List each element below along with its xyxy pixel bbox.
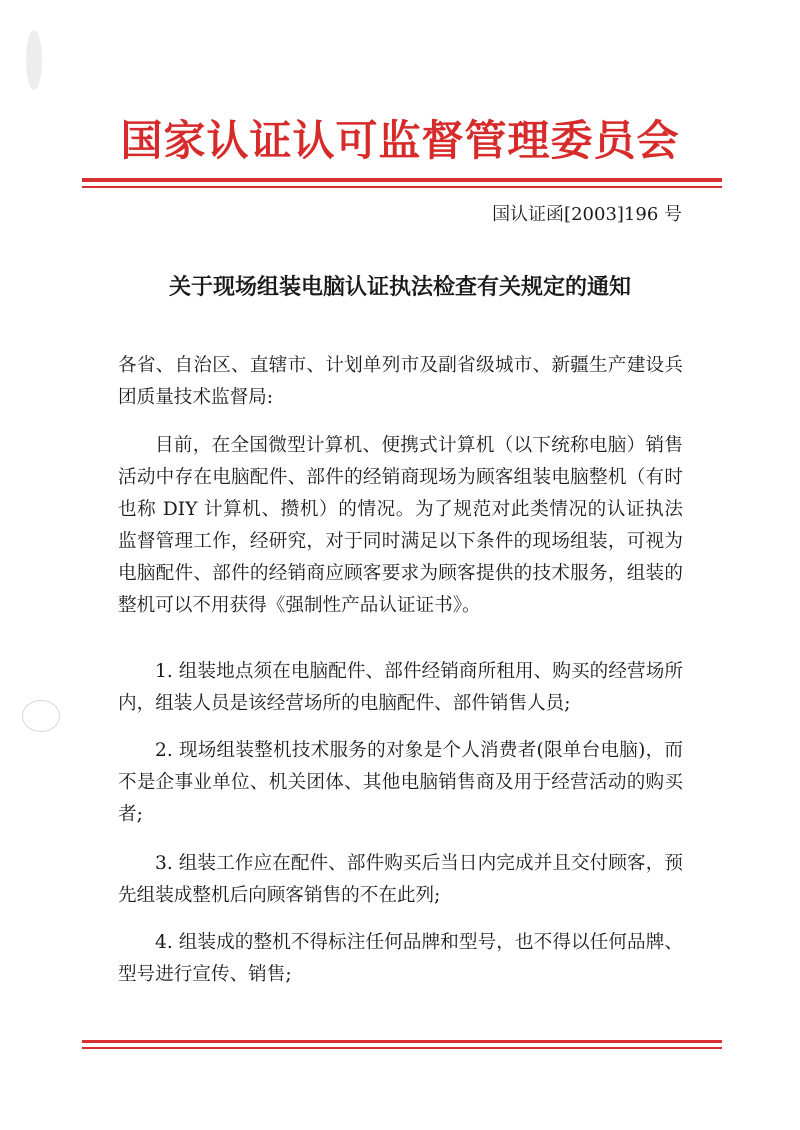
paragraph-intro: 目前，在全国微型计算机、便携式计算机（以下统称电脑）销售活动中存在电脑配件、部件的经销商现场为顾客组装电脑整机（有时也称 DIY 计算机、攒机）的情况。为了规范对此类情况的认证执法监督管理工作，经研究，对于同时满足以下条件的现场组装，可视为电脑配件、部件的经销商应顾客要求为顾客提供的技术服务，组装的整机可以不用获得《强制性产品认证证书》。 [118,435,683,616]
addressee: 各省、自治区、直辖市、计划单列市及副省级城市、新疆生产建设兵团质量技术监督局: [118,355,683,408]
list-item-4: 4. 组装成的整机不得标注任何品牌和型号，也不得以任何品牌、型号进行宣传、销售; [118,932,683,985]
footer-rule-thick [82,1040,722,1043]
document-title: 关于现场组装电脑认证执法检查有关规定的通知 [168,274,631,300]
scan-smudge-top-left [26,30,42,90]
footer-rule-thin [82,1047,722,1049]
list-item-2: 2. 现场组装整机技术服务的对象是个人消费者(限单台电脑)，而不是企事业单位、机关团体、其他电脑销售商及用于经营活动的购买者; [118,740,683,825]
list-item-3: 3. 组装工作应在配件、部件购买后当日内完成并且交付顾客，预先组装成整机后向顾客销售的不在此列; [118,853,683,906]
scan-smudge-left-middle [22,700,60,732]
list-item-1: 1. 组装地点须在电脑配件、部件经销商所租用、购买的经营场所内，组装人员是该经营场所的电脑配件、部件销售人员; [118,661,683,714]
header-rule-thick [82,178,722,182]
document-number: 国认证函[2003]196 号 [492,204,682,225]
header-rule-thin [82,186,722,188]
agency-header: 国家认证认可监督管理委员会 [120,116,680,165]
